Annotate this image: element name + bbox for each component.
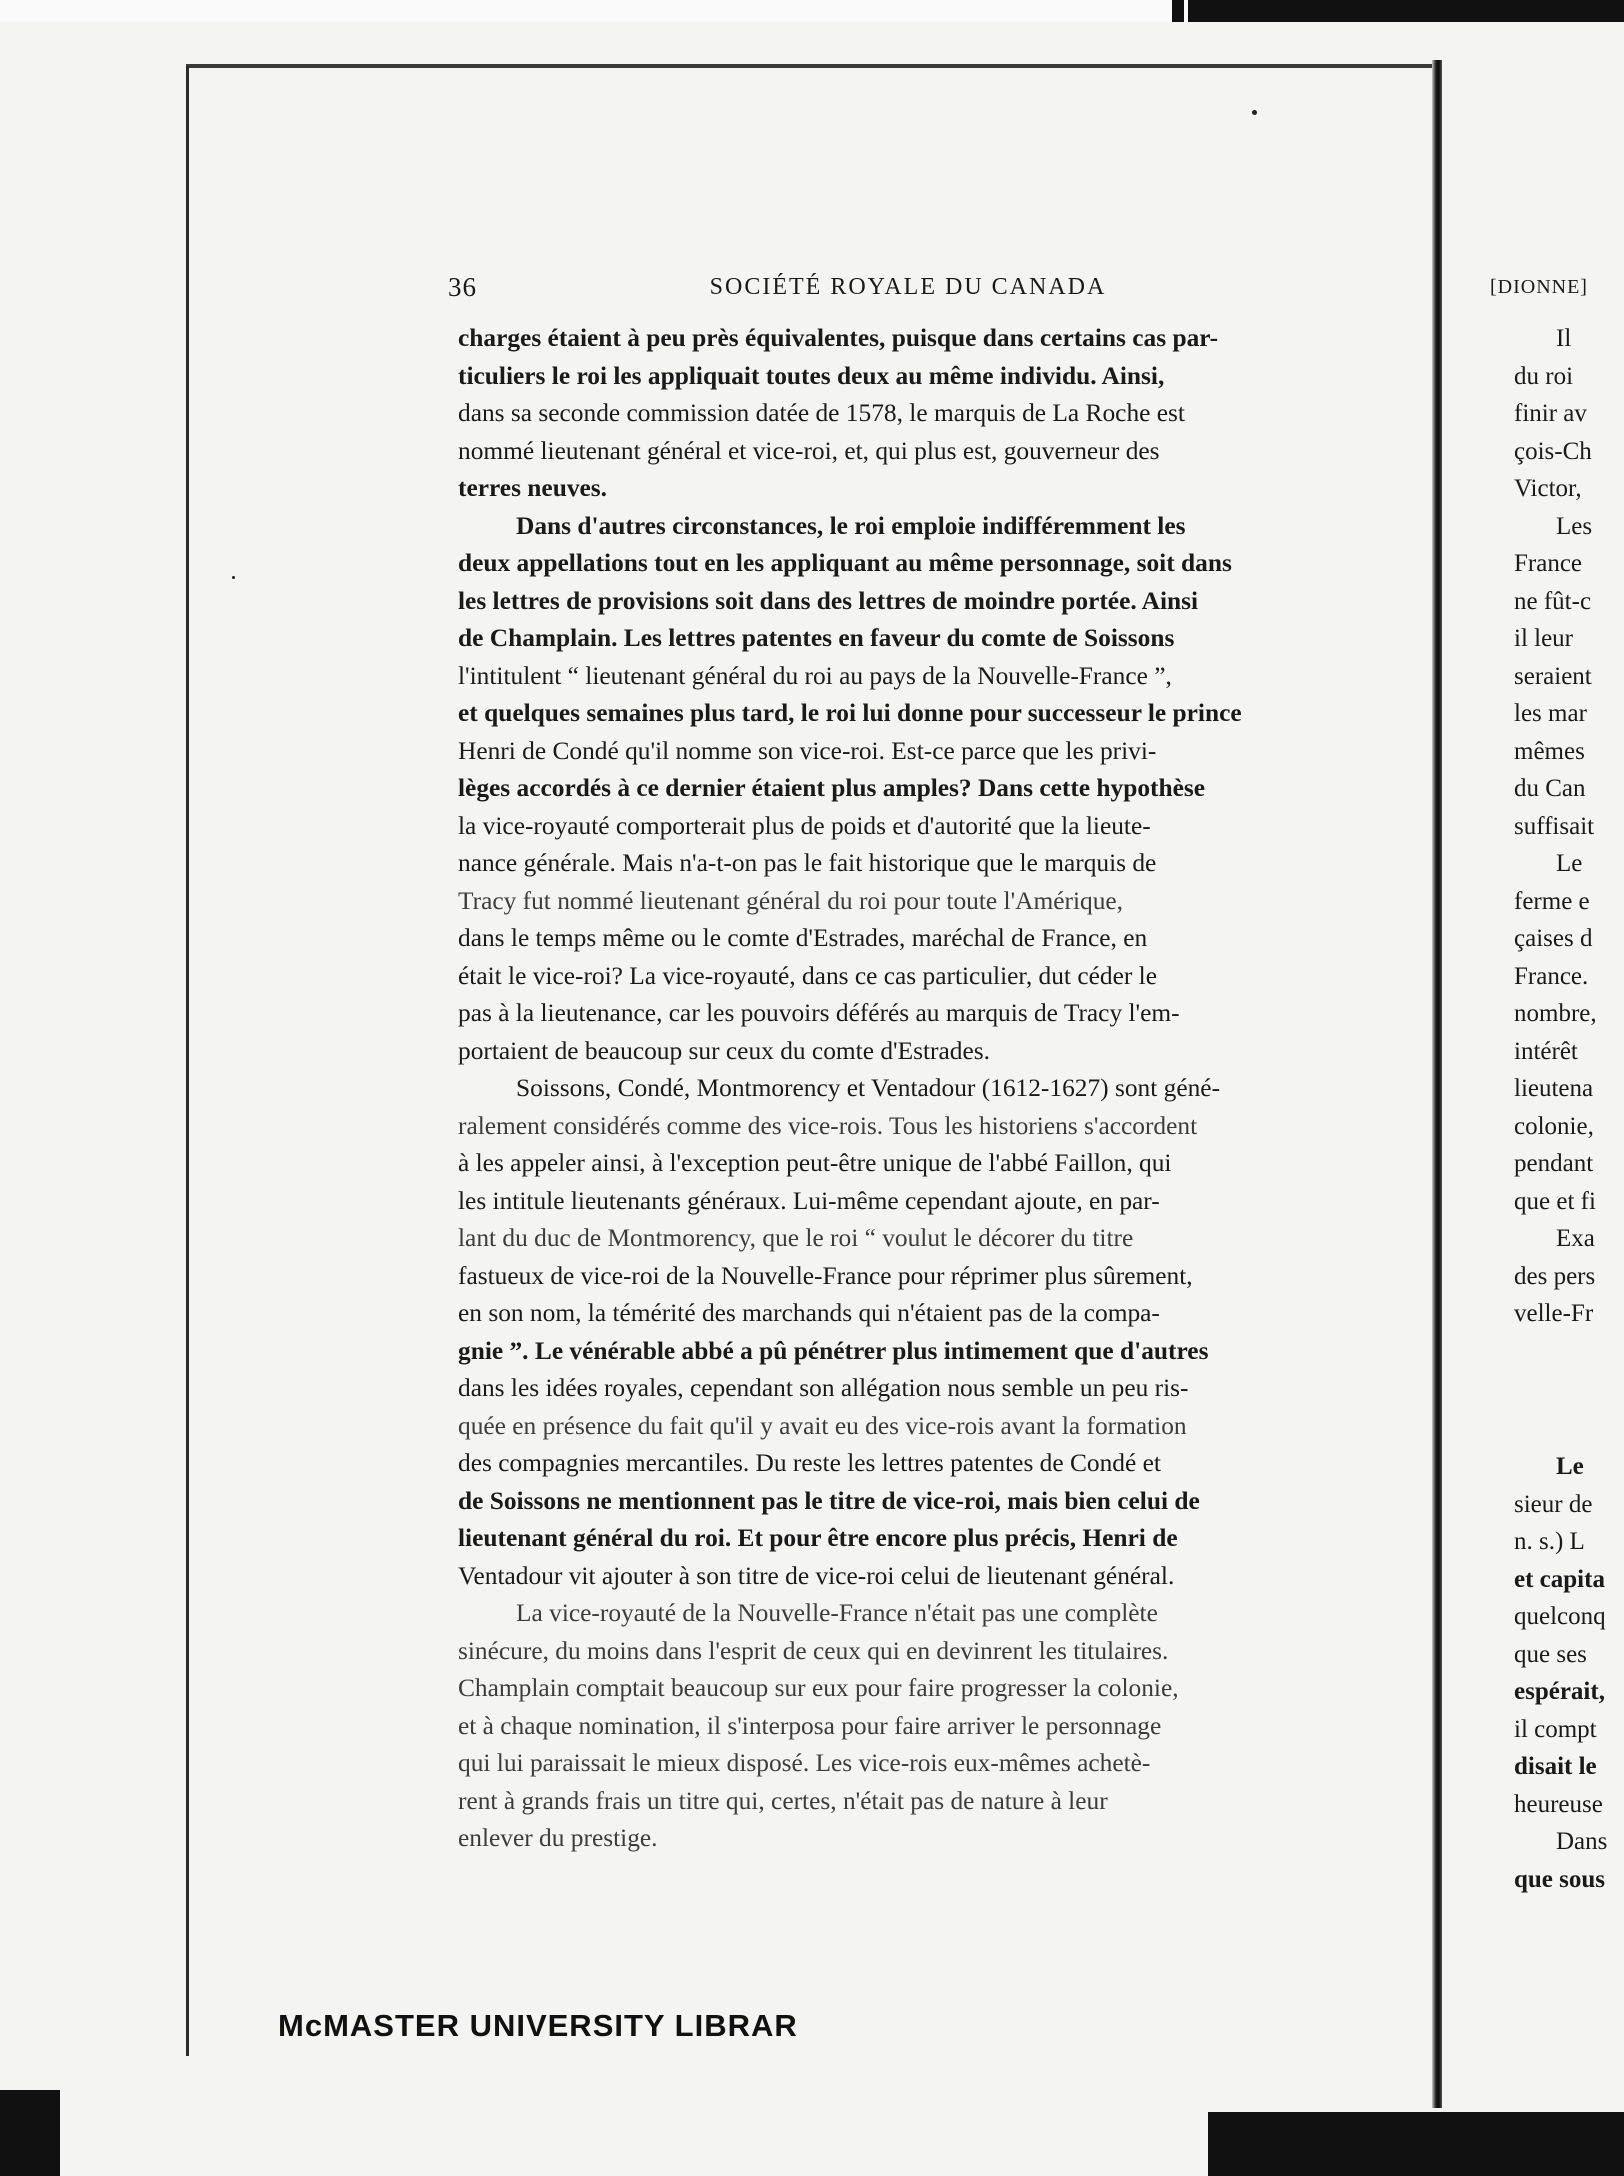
facing-line: quelconq — [1514, 1603, 1606, 1630]
text-line: les lettres de provisions soit dans des lettres de moindre portée. Ainsi — [458, 586, 1199, 615]
scan-mark — [1208, 2112, 1624, 2176]
text-line: Henri de Condé qu'il nomme son vice-roi. Est-ce parce que les privi- — [458, 736, 1157, 765]
text-line: gnie ”. Le vénérable abbé a pû pénétrer plus intimement que d'autres — [458, 1336, 1209, 1365]
facing-line: que et fi — [1514, 1187, 1596, 1215]
facing-line: et capita — [1514, 1565, 1605, 1593]
text-line: Soissons, Condé, Montmorency et Ventadour (1612-1627) sont géné- — [516, 1074, 1221, 1102]
facing-line: heureuse — [1514, 1790, 1603, 1818]
text-line: de Champlain. Les lettres patentes en faveur du comte de Soissons — [458, 624, 1175, 652]
text-line: Tracy fut nommé lieutenant général du roi pour toute l'Amérique, — [458, 886, 1124, 915]
facing-line: ne fût-c — [1514, 587, 1592, 615]
text-line: quée en présence du fait qu'il y avait eu des vice-rois avant la formation — [458, 1411, 1187, 1440]
text-line: la vice-royauté comporterait plus de poids et d'autorité que la lieute- — [458, 811, 1151, 840]
text-line: enlever du prestige. — [458, 1824, 658, 1852]
facing-line: France. — [1514, 962, 1589, 990]
facing-line: Dans — [1556, 1828, 1608, 1855]
text-line: Champlain comptait beaucoup sur eux pour faire progresser la colonie, — [458, 1674, 1179, 1702]
facing-line: il leur — [1514, 625, 1574, 652]
page-header — [448, 272, 1368, 308]
facing-line: Il — [1556, 325, 1572, 352]
text-line: sinécure, du moins dans l'esprit de ceux qui en devinrent les titulaires. — [458, 1636, 1169, 1665]
facing-line: que ses — [1514, 1640, 1587, 1668]
text-line: rent à grands frais un titre qui, certes, n'était pas de nature à leur — [458, 1786, 1108, 1815]
text-line: de Soissons ne mentionnent pas le titre de vice-roi, mais bien celui de — [458, 1486, 1200, 1515]
facing-page-head: [DIONNE] — [1490, 276, 1588, 298]
text-line: et quelques semaines plus tard, le roi lui donne pour successeur le prince — [458, 699, 1242, 727]
facing-line: n. s.) L — [1514, 1528, 1585, 1555]
facing-page — [1448, 0, 1624, 2176]
facing-line: Le — [1556, 1453, 1584, 1480]
scan-top-edge — [0, 0, 1624, 22]
text-line: dans sa seconde commission datée de 1578, le marquis de La Roche est — [458, 399, 1185, 427]
facing-line: que sous — [1514, 1865, 1606, 1893]
facing-line: colonie, — [1514, 1112, 1594, 1140]
facing-line: disait le — [1514, 1753, 1597, 1780]
book-gutter — [1432, 60, 1442, 2176]
facing-line: les mar — [1514, 700, 1587, 727]
facing-page-text-bottom — [1514, 1448, 1607, 1898]
library-stamp: McMASTER UNIVERSITY LIBRAR — [278, 2008, 798, 2043]
scan-bottom-marks — [0, 2108, 1624, 2176]
text-line: et à chaque nomination, il s'interposa pour faire arriver le personnage — [458, 1711, 1162, 1740]
text-line: nance générale. Mais n'a-t-on pas le fait historique que le marquis de — [458, 849, 1157, 877]
scan-mark — [1172, 0, 1184, 22]
facing-line: çaises d — [1514, 925, 1593, 952]
text-line: en son nom, la témérité des marchands qui n'étaient pas de la compa- — [458, 1299, 1160, 1327]
facing-page-text-top — [1514, 320, 1597, 1333]
text-line: deux appellations tout en les appliquant au même personnage, soit dans — [458, 549, 1232, 577]
scan-speck — [232, 576, 235, 579]
body-text — [458, 320, 1368, 1858]
page-edge — [186, 66, 189, 2056]
text-line: nommé lieutenant général et vice-roi, et, qui plus est, gouverneur des — [458, 436, 1160, 465]
facing-line: Le — [1556, 850, 1583, 877]
text-line: fastueux de vice-roi de la Nouvelle-France pour réprimer plus sûrement, — [458, 1261, 1193, 1290]
facing-line: il compt — [1514, 1715, 1597, 1743]
text-line: dans les idées royales, cependant son allégation nous semble un peu ris- — [458, 1374, 1189, 1402]
facing-line: du Can — [1514, 775, 1586, 802]
running-head: SOCIÉTÉ ROYALE DU CANADA — [709, 274, 1107, 300]
facing-line: espérait, — [1514, 1678, 1605, 1705]
page-edge — [186, 64, 1436, 68]
text-line: des compagnies mercantiles. Du reste les lettres patentes de Condé et — [458, 1449, 1161, 1477]
facing-line: Exa — [1556, 1225, 1595, 1252]
facing-line: Victor, — [1514, 475, 1582, 502]
text-line: portaient de beaucoup sur ceux du comte d'Estrades. — [458, 1036, 990, 1065]
facing-line: mêmes — [1514, 737, 1585, 765]
text-line: qui lui paraissait le mieux disposé. Les vice-rois eux-mêmes achetè- — [458, 1749, 1151, 1777]
text-line: à les appeler ainsi, à l'exception peut-être unique de l'abbé Faillon, qui — [458, 1149, 1172, 1177]
facing-line: pendant — [1514, 1150, 1594, 1177]
page-number: 36 — [448, 272, 477, 302]
facing-line: sieur de — [1514, 1490, 1593, 1518]
text-line: pas à la lieutenance, car les pouvoirs déférés au marquis de Tracy l'em- — [458, 999, 1180, 1027]
text-line: La vice-royauté de la Nouvelle-France n'était pas une complète — [516, 1599, 1158, 1627]
text-line: dans le temps même ou le comte d'Estrades, maréchal de France, en — [458, 924, 1148, 952]
facing-line: Les — [1556, 512, 1593, 540]
facing-line: ferme e — [1514, 887, 1590, 915]
facing-line: seraient — [1514, 662, 1592, 690]
facing-line: çois-Ch — [1514, 437, 1592, 465]
facing-line: lieutena — [1514, 1075, 1594, 1102]
facing-line: suffisait — [1514, 812, 1595, 840]
text-line: Dans d'autres circonstances, le roi emploie indifféremment les — [516, 511, 1186, 540]
facing-line: du roi — [1514, 362, 1574, 390]
text-line: lant du duc de Montmorency, que le roi “ voulut le décorer du titre — [458, 1224, 1134, 1252]
text-line: ticuliers le roi les appliquait toutes deux au même individu. Ainsi, — [458, 361, 1165, 390]
facing-line: des pers — [1514, 1262, 1596, 1290]
facing-line: velle-Fr — [1514, 1300, 1594, 1327]
text-line: charges étaient à peu près équivalentes, puisque dans certains cas par- — [458, 324, 1219, 352]
text-line: lieutenant général du roi. Et pour être encore plus précis, Henri de — [458, 1524, 1178, 1552]
text-line: ralement considérés comme des vice-rois. Tous les historiens s'accordent — [458, 1111, 1198, 1140]
text-line: lèges accordés à ce dernier étaient plus amples? Dans cette hypothèse — [458, 774, 1206, 802]
facing-line: France — [1514, 550, 1583, 577]
text-line: Ventadour vit ajouter à son titre de vice-roi celui de lieutenant général. — [458, 1561, 1175, 1590]
facing-line: finir av — [1514, 400, 1587, 427]
text-line: l'intitulent “ lieutenant général du roi au pays de la Nouvelle-France ”, — [458, 661, 1172, 690]
text-line: était le vice-roi? La vice-royauté, dans ce cas particulier, dut céder le — [458, 961, 1157, 990]
text-line: les intitule lieutenants généraux. Lui-même cependant ajoute, en par- — [458, 1186, 1160, 1215]
text-line: terres neuves. — [458, 474, 608, 502]
facing-line: intérêt — [1514, 1037, 1578, 1065]
scan-speck — [1252, 110, 1257, 115]
facing-line: nombre, — [1514, 1000, 1597, 1027]
